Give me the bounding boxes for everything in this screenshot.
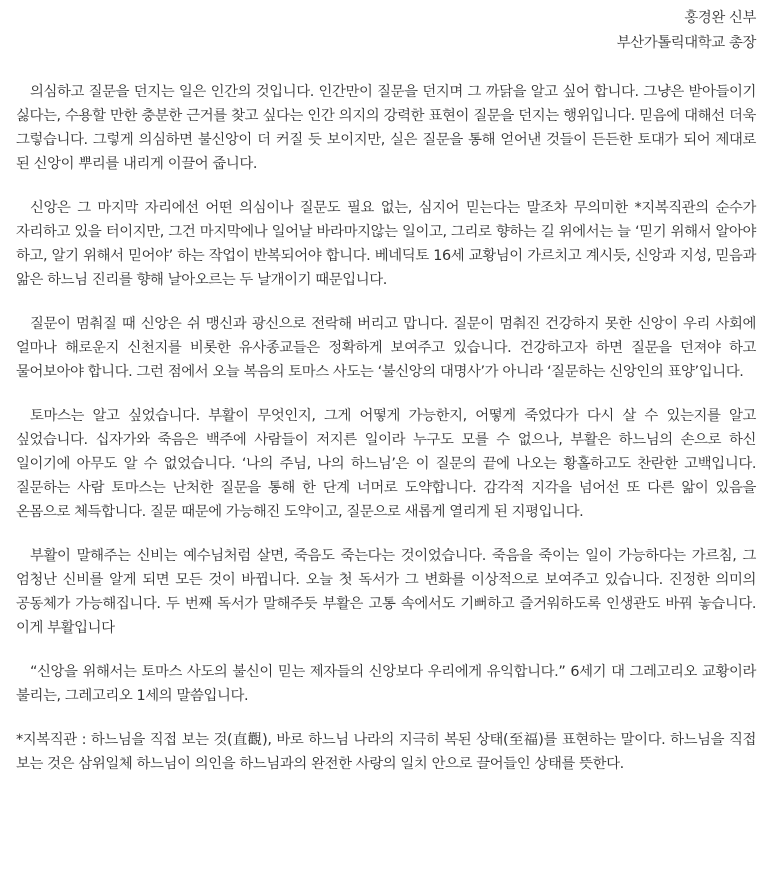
paragraph: 의심하고 질문을 던지는 일은 인간의 것입니다. 인간만이 질문을 던지며 그 까닭을 알고 싶어 합니다. 그냥은 받아들이기 싫다는, 수용할 만한 충분한 근거를 찾고 싶다는 인간 의지의 강력한 표현이 질문을 던지는 행위입니다. 믿음에 대해선 더욱 그렇습니다. 그렇게 의심하면 불신앙이 더 커질 듯 보이지만, 실은 질문을 통해 얻어낸 것들이 든든한 토대가 되어 제대로 된 신앙이 뿌리를 내리게 이끌어 줍니다. — [16, 84, 756, 172]
paragraph: 질문이 멈춰질 때 신앙은 쉬 맹신과 광신으로 전락해 버리고 맙니다. 질문이 멈춰진 건강하지 못한 신앙이 우리 사회에 얼마나 해로운지 신천지를 비롯한 유사종교들은 정확하게 보여주고 있습니다. 건강하고자 하면 질문을 던져야 하고 물어보아야 합니다. 그런 점에서 오늘 복음의 토마스 사도는 ‘불신앙의 대명사’가 아니라 ‘질문하는 신앙인의 표양’입니다. — [16, 316, 756, 380]
author-name: 홍경완 신부 — [684, 10, 756, 26]
paragraph: 토마스는 알고 싶었습니다. 부활이 무엇인지, 그게 어떻게 가능한지, 어떻게 죽었다가 다시 살 수 있는지를 알고 싶었습니다. 십자가와 죽음은 백주에 사람들이 저지른 일이라 누구도 모를 수 없으나, 부활은 하느님의 손으로 하신 일이기에 아무도 알 수 없었습니다. ‘나의 주님, 나의 하느님’은 이 질문의 끝에 나오는 황홀하고도 찬란한 고백입니다. 질문하는 사람 토마스는 난처한 질문을 통해 한 단계 너머로 도약합니다. 감각적 지각을 넘어선 또 다른 앎이 있음을 온몸으로 체득합니다. 질문 때문에 가능해진 도약이고, 질문으로 새롭게 열리게 된 지평입니다. — [16, 408, 756, 520]
paragraph: 부활이 말해주는 신비는 예수님처럼 살면, 죽음도 죽는다는 것이었습니다. 죽음을 죽이는 일이 가능하다는 가르침, 그 엄청난 신비를 알게 되면 모든 것이 바뀝니다. 오늘 첫 독서가 그 변화를 이상적으로 보여주고 있습니다. 진정한 의미의 공동체가 가능해집니다. 두 번째 독서가 말해주듯 부활은 고통 속에서도 기뻐하고 즐거워하도록 인생관도 바꿔 놓습니다. 이게 부활입니다 — [16, 548, 756, 636]
author-title: 부산가톨릭대학교 총장 — [616, 35, 756, 51]
paragraph: 신앙은 그 마지막 자리에선 어떤 의심이나 질문도 필요 없는, 심지어 믿는다는 말조차 무의미한 *지복직관의 순수가 자리하고 있을 터이지만, 그건 마지막에나 일어날 바라마지않는 일이고, 그리로 향하는 길 위에서는 늘 ‘믿기 위해서 알아야 하고, 알기 위해서 믿어야’ 하는 작업이 반복되어야 합니다. 베네딕토 16세 교황님이 가르치고 계시듯, 신앙과 지성, 믿음과 앎은 하느님 진리를 향해 날아오르는 두 날개이기 때문입니다. — [16, 200, 756, 288]
author-block — [16, 6, 756, 56]
article-body — [16, 80, 756, 708]
paragraph: “신앙을 위해서는 토마스 사도의 불신이 믿는 제자들의 신앙보다 우리에게 유익합니다.” 6세기 대 그레고리오 교황이라 불리는, 그레고리오 1세의 말씀입니다. — [16, 664, 756, 704]
footnote: *지복직관 : 하느님을 직접 보는 것(直觀), 바로 하느님 나라의 지극히 복된 상태(至福)를 표현하는 말이다. 하느님을 직접 보는 것은 삼위일체 하느님이 의인을 하느님과의 완전한 사랑의 일치 안으로 끌어들인 상태를 뜻한다. — [16, 732, 756, 772]
